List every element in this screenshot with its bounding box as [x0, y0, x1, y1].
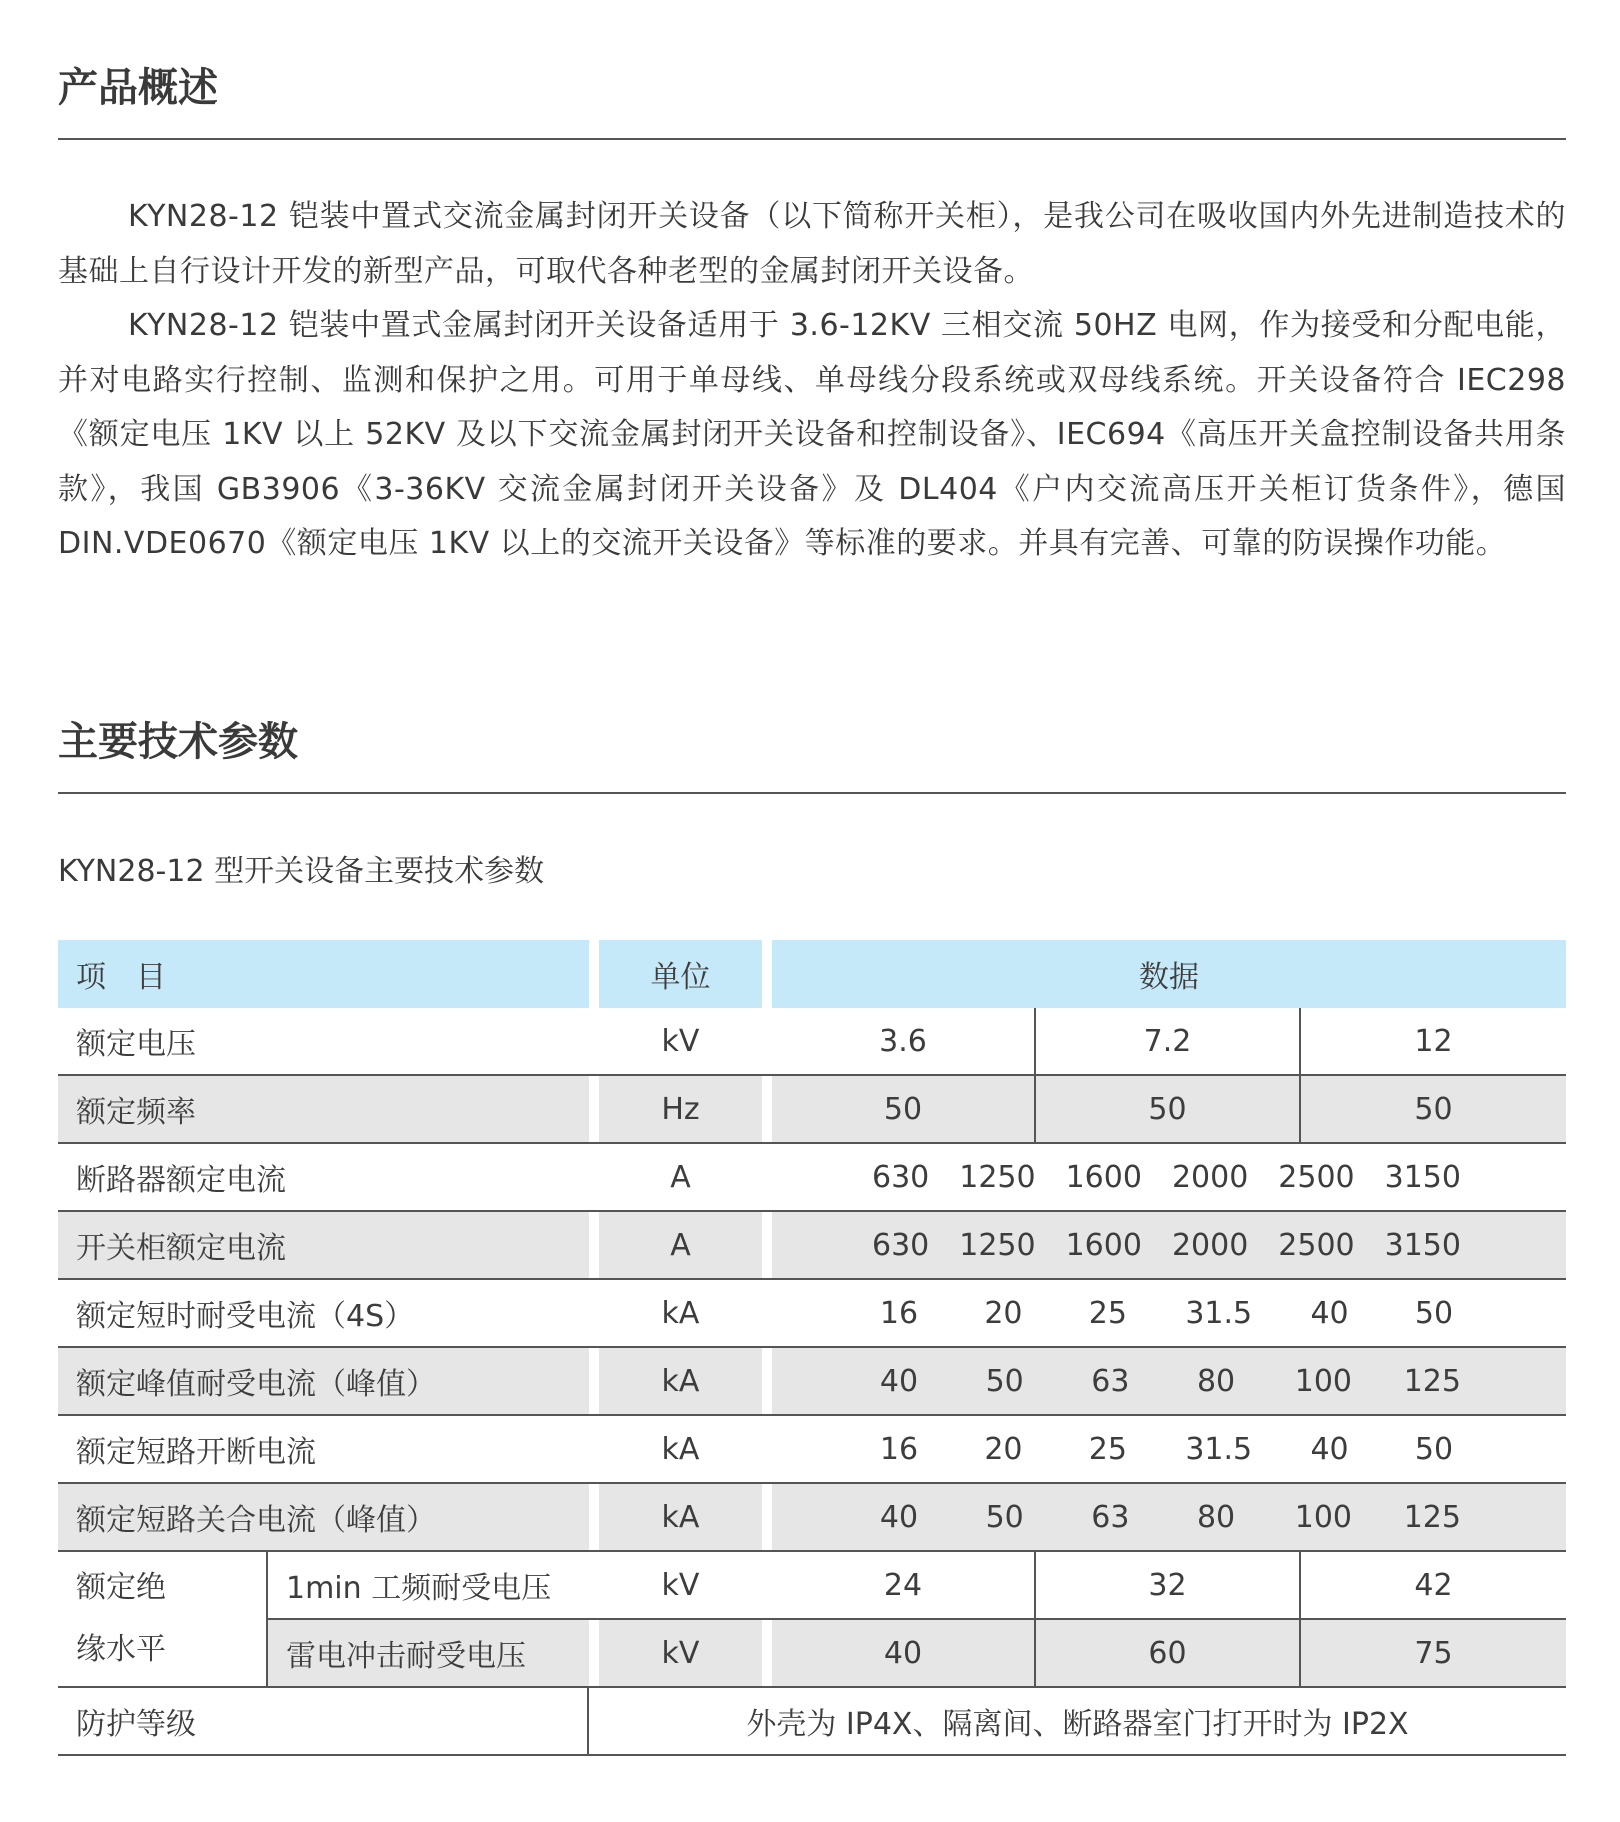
cell-value: 40	[1310, 1431, 1349, 1467]
overview-title: 产品概述	[58, 65, 218, 111]
cell-value: 31.5	[1185, 1295, 1253, 1331]
cell-value: 63	[1091, 1499, 1130, 1535]
row-unit: Hz	[599, 1076, 762, 1144]
cell-value: 16	[879, 1295, 919, 1331]
cell-value: 100	[1294, 1499, 1353, 1535]
row-label: 防护等级	[58, 1688, 589, 1756]
row-unit: kA	[599, 1348, 762, 1416]
cell-value: 50	[1301, 1076, 1566, 1144]
cell-value: 20	[984, 1295, 1023, 1331]
overview-divider	[58, 138, 1566, 140]
row-label: 额定电压	[58, 1008, 589, 1076]
params-divider	[58, 792, 1566, 794]
value-list	[772, 1364, 1566, 1399]
cell-value: 2500	[1278, 1227, 1355, 1263]
row-label: 额定峰值耐受电流（峰值）	[58, 1348, 589, 1416]
cell-value: 1600	[1065, 1227, 1142, 1263]
cell-value: 50	[772, 1076, 1036, 1144]
cell-value: 40	[1310, 1295, 1349, 1331]
cell-value: 50	[1414, 1295, 1454, 1331]
cell-value: 125	[1403, 1363, 1461, 1399]
cell-value: 80	[1196, 1499, 1236, 1535]
cell-value: 50	[985, 1499, 1024, 1535]
table-row	[58, 1484, 1566, 1552]
row-unit: A	[599, 1144, 762, 1212]
cell-value: 50	[1414, 1431, 1454, 1467]
cell-value: 16	[879, 1431, 919, 1467]
cell-value: 20	[984, 1431, 1023, 1467]
cell-value: 40	[879, 1363, 919, 1399]
value-list	[772, 1228, 1566, 1263]
cell-value: 63	[1091, 1363, 1130, 1399]
table-caption: KYN28-12 型开关设备主要技术参数	[58, 854, 545, 889]
cell-value: 630	[872, 1159, 930, 1195]
cell-value: 42	[1301, 1552, 1566, 1620]
cell-value: 75	[1301, 1620, 1566, 1688]
cell-value: 100	[1294, 1363, 1353, 1399]
value-list	[772, 1160, 1566, 1195]
row-unit: kA	[599, 1416, 762, 1484]
cell-value: 1250	[959, 1227, 1036, 1263]
table-row	[58, 1212, 1566, 1280]
header-data: 数据	[772, 940, 1566, 1008]
cell-value: 3150	[1384, 1227, 1461, 1263]
row-unit: kV	[599, 1620, 762, 1688]
row-label: 额定短时耐受电流（4S）	[58, 1280, 589, 1348]
cell-value: 25	[1088, 1295, 1127, 1331]
cell-value: 2000	[1171, 1159, 1249, 1195]
table-row	[58, 1552, 1566, 1620]
cell-value: 31.5	[1185, 1431, 1253, 1467]
cell-value: 125	[1403, 1499, 1461, 1535]
cell-value: 2000	[1171, 1227, 1249, 1263]
table-row	[58, 1008, 1566, 1076]
row-unit: kA	[599, 1280, 762, 1348]
row-label: 雷电冲击耐受电压	[268, 1620, 589, 1688]
overview-text	[58, 190, 1566, 572]
row-label: 1min 工频耐受电压	[268, 1552, 589, 1620]
row-label: 额定短路关合电流（峰值）	[58, 1484, 589, 1552]
protection-value: 外壳为 IP4X、隔离间、断路器室门打开时为 IP2X	[589, 1688, 1566, 1756]
value-list	[772, 1432, 1566, 1467]
cell-value: 1600	[1065, 1159, 1142, 1195]
cell-value: 24	[772, 1552, 1036, 1620]
cell-value: 32	[1036, 1552, 1301, 1620]
value-list	[772, 1500, 1566, 1535]
row-label: 额定短路开断电流	[58, 1416, 589, 1484]
row-unit: A	[599, 1212, 762, 1280]
cell-value: 1250	[959, 1159, 1036, 1195]
cell-value: 50	[985, 1363, 1024, 1399]
table-row	[58, 1688, 1566, 1756]
row-label: 开关柜额定电流	[58, 1212, 589, 1280]
overview-paragraph-2: KYN28-12 铠装中置式金属封闭开关设备适用于 3.6-12KV 三相交流 50HZ 电网，作为接受和分配电能，并对电路实行控制、监测和保护之用。可用于单母线、单母线分段系统或双母线系统。开关设备符合 IEC298《额定电压 1KV 以上 52KV 及以下交流金属封闭开关设备和控制设备》、IEC694《高压开关盒控制设备共用条款》，我国 GB3906《3-36KV 交流金属封闭开关设备》及 DL404《户内交流高压开关柜订货条件》，德国 DIN.VDE0670《额定电压 1KV 以上的交流开关设备》等标准的要求。并具有完善、可靠的防误操作功能。	[58, 308, 1566, 561]
header-unit: 单位	[599, 940, 762, 1008]
cell-value: 12	[1301, 1008, 1566, 1076]
row-unit: kA	[599, 1484, 762, 1552]
table-row	[58, 1076, 1566, 1144]
cell-value: 40	[772, 1620, 1036, 1688]
cell-value: 40	[879, 1499, 919, 1535]
cell-value: 3150	[1384, 1159, 1461, 1195]
params-title: 主要技术参数	[58, 719, 298, 765]
overview-paragraph-1: KYN28-12 铠装中置式交流金属封闭开关设备（以下简称开关柜），是我公司在吸收国内外先进制造技术的基础上自行设计开发的新型产品，可取代各种老型的金属封闭开关设备。	[58, 199, 1566, 289]
table-row	[58, 1280, 1566, 1348]
cell-value: 60	[1036, 1620, 1301, 1688]
table-row	[58, 1144, 1566, 1212]
table-row	[58, 1620, 1566, 1688]
cell-value: 3.6	[772, 1008, 1036, 1076]
table-header-row	[58, 940, 1566, 1008]
spec-table	[58, 940, 1566, 1756]
header-item: 项 目	[58, 940, 589, 1008]
cell-value: 25	[1088, 1431, 1127, 1467]
cell-value: 7.2	[1036, 1008, 1301, 1076]
cell-value: 80	[1196, 1363, 1236, 1399]
row-unit: kV	[599, 1552, 762, 1620]
table-row	[58, 1348, 1566, 1416]
cell-value: 2500	[1278, 1159, 1355, 1195]
cell-value: 630	[872, 1227, 930, 1263]
insulation-label: 额定绝 缘水平	[58, 1552, 268, 1688]
table-row	[58, 1416, 1566, 1484]
cell-value: 50	[1036, 1076, 1301, 1144]
row-label: 额定频率	[58, 1076, 589, 1144]
row-label: 断路器额定电流	[58, 1144, 589, 1212]
row-unit: kV	[599, 1008, 762, 1076]
value-list	[772, 1296, 1566, 1331]
